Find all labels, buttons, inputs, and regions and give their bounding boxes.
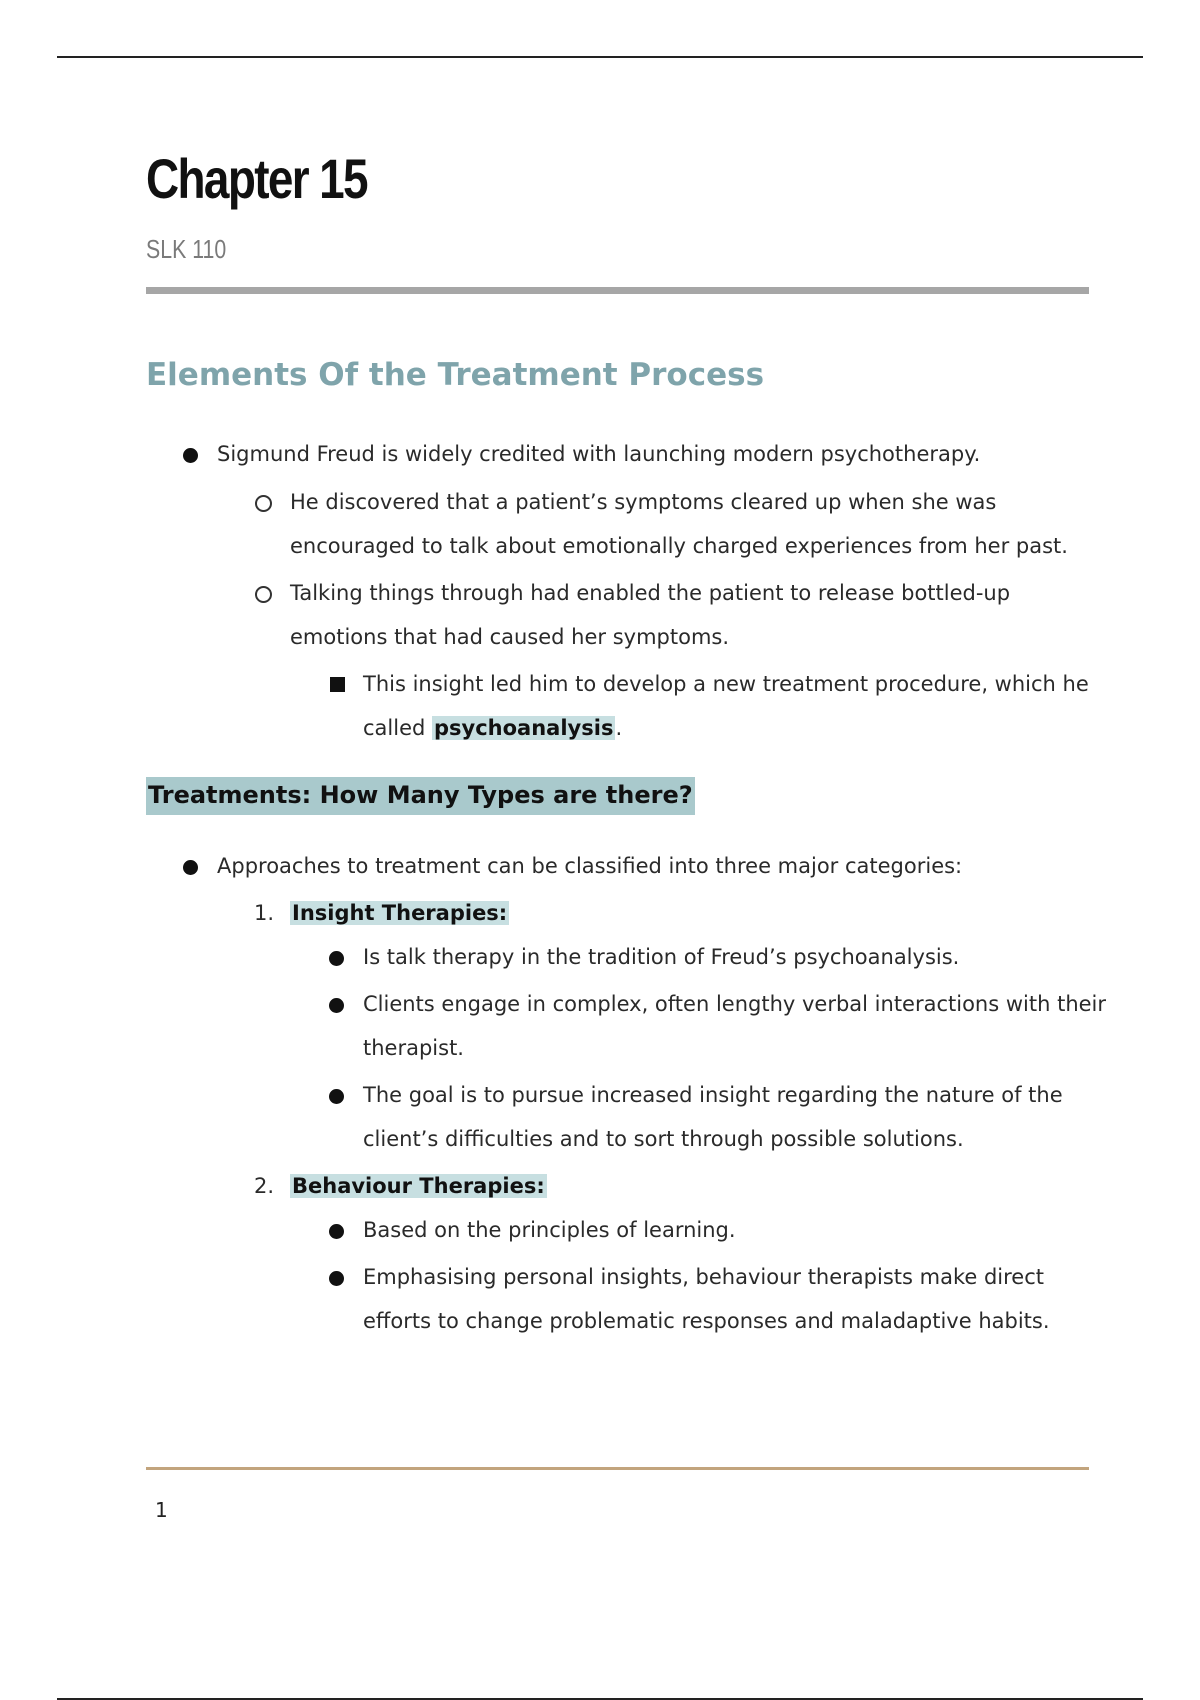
list-item-text: Talking things through had enabled the patient to release bottled-up <box>290 581 1011 605</box>
bullet-disc <box>329 1224 344 1239</box>
list-item-text: therapist. <box>363 1036 464 1060</box>
highlighted-term-psychoanalysis: psychoanalysis <box>434 716 614 740</box>
list-item-text: Clients engage in complex, often lengthy verbal interactions with their <box>363 992 1107 1016</box>
list-item-text: Approaches to treatment can be classified into three major categories: <box>217 854 963 878</box>
list-item-text-line <box>363 714 622 742</box>
list-item-text: Based on the principles of learning. <box>363 1218 736 1242</box>
list-item-text: client’s difficulties and to sort through possible solutions. <box>363 1127 964 1151</box>
bullet-square <box>330 677 345 692</box>
footer-divider <box>146 1467 1089 1470</box>
list-item-text: Emphasising personal insights, behaviour therapists make direct <box>363 1265 1044 1289</box>
highlighted-label-behaviour-therapies: Behaviour Therapies: <box>292 1174 545 1198</box>
bullet-disc <box>329 998 344 1013</box>
page-number: 1 <box>155 1498 168 1522</box>
list-item-text: Sigmund Freud is widely credited with launching modern psychotherapy. <box>217 442 981 466</box>
bullet-disc <box>329 951 344 966</box>
bullet-circle <box>255 586 272 603</box>
bullet-circle <box>255 495 272 512</box>
document-subtitle: SLK 110 <box>146 234 227 264</box>
bullet-disc <box>329 1271 344 1286</box>
list-item-text: This insight led him to develop a new treatment procedure, which he <box>363 672 1089 696</box>
list-item-text: efforts to change problematic responses and maladaptive habits. <box>363 1309 1050 1333</box>
document-title: Chapter 15 <box>146 147 367 210</box>
list-number: 2. <box>254 1174 275 1198</box>
numbered-item-label <box>290 1172 547 1200</box>
list-item-text: emotions that had caused her symptoms. <box>290 625 730 649</box>
bullet-disc <box>183 860 198 875</box>
bullet-disc <box>183 448 198 463</box>
section-heading-treatment-types: Treatments: How Many Types are there? <box>146 777 695 815</box>
list-item-text: He discovered that a patient’s symptoms cleared up when she was <box>290 490 997 514</box>
section-heading-treatment-process: Elements Of the Treatment Process <box>146 357 765 393</box>
text-fragment: . <box>615 716 623 740</box>
page-top-border <box>57 56 1143 58</box>
text-fragment: called <box>363 716 433 740</box>
bullet-disc <box>329 1089 344 1104</box>
list-item-text: The goal is to pursue increased insight regarding the nature of the <box>363 1083 1063 1107</box>
list-number: 1. <box>254 901 275 925</box>
title-divider <box>146 287 1089 294</box>
highlighted-label-insight-therapies: Insight Therapies: <box>292 901 508 925</box>
list-item-text: encouraged to talk about emotionally charged experiences from her past. <box>290 534 1068 558</box>
list-item-text: Is talk therapy in the tradition of Freud’s psychoanalysis. <box>363 945 960 969</box>
numbered-item-label <box>290 899 509 927</box>
